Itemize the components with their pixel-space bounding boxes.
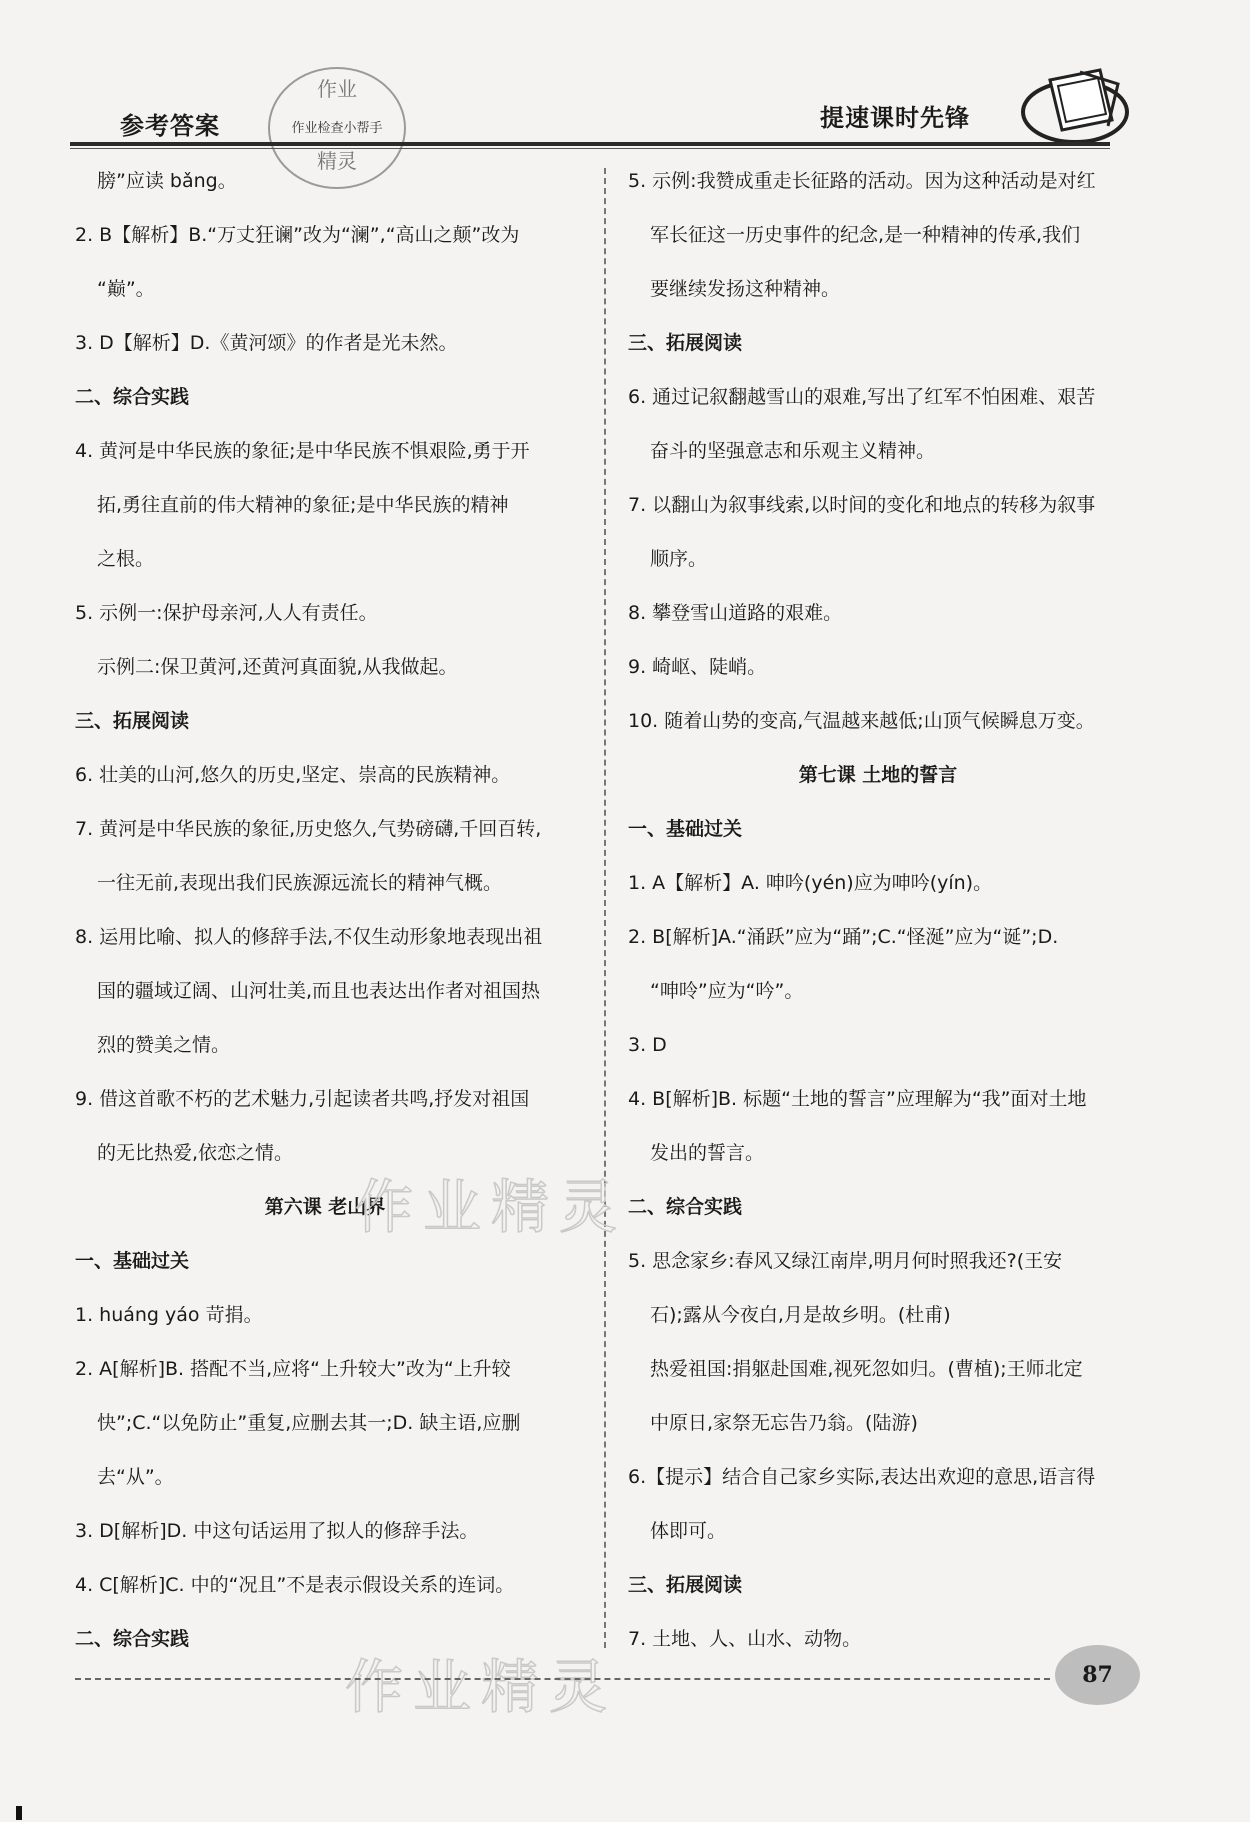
- answer-line: 快”;C.“以免防止”重复,应删去其一;D. 缺主语,应删: [97, 1412, 521, 1434]
- section-heading: 三、拓展阅读: [628, 332, 743, 354]
- footer-rule: [75, 1678, 1050, 1680]
- right-column: [628, 168, 1128, 1680]
- page-number: 87: [1055, 1645, 1140, 1705]
- stamp-top-text: 作业: [317, 77, 357, 101]
- section-heading: 二、综合实践: [75, 386, 190, 408]
- column-divider: [604, 168, 606, 1648]
- answer-line: 2. A[解析]B. 搭配不当,应将“上升较大”改为“上升较: [75, 1358, 511, 1380]
- answer-line: 5. 示例:我赞成重走长征路的活动。因为这种活动是对红: [628, 170, 1096, 192]
- stamp-middle-text: 作业检查小帮手: [291, 121, 383, 136]
- answer-line: 4. B[解析]B. 标题“土地的誓言”应理解为“我”面对土地: [628, 1088, 1087, 1110]
- answer-line: 5. 思念家乡:春风又绿江南岸,明月何时照我还?(王安: [628, 1250, 1063, 1272]
- answer-line: 9. 借这首歌不朽的艺术魅力,引起读者共鸣,抒发对祖国: [75, 1088, 530, 1110]
- answer-line: 9. 崎岖、陡峭。: [628, 656, 767, 678]
- answer-line: 1. A【解析】A. 呻吟(yén)应为呻吟(yín)。: [628, 872, 993, 894]
- answer-line: 顺序。: [650, 548, 708, 570]
- answer-line: 国的疆域辽阔、山河壮美,而且也表达出作者对祖国热: [97, 980, 541, 1002]
- answer-line: 6.【提示】结合自己家乡实际,表达出欢迎的意思,语言得: [628, 1466, 1096, 1488]
- answer-line: 军长征这一历史事件的纪念,是一种精神的传承,我们: [650, 224, 1081, 246]
- answer-line: 4. 黄河是中华民族的象征;是中华民族不惧艰险,勇于开: [75, 440, 530, 462]
- answer-line: 烈的赞美之情。: [97, 1034, 231, 1056]
- answer-line: 3. D[解析]D. 中这句话运用了拟人的修辞手法。: [75, 1520, 479, 1542]
- answer-line: 一往无前,表现出我们民族源远流长的精神气概。: [97, 872, 503, 894]
- answer-line: 发出的誓言。: [650, 1142, 765, 1164]
- answer-line: 7. 以翻山为叙事线索,以时间的变化和地点的转移为叙事: [628, 494, 1096, 516]
- folder-logo-icon: [1020, 60, 1130, 150]
- answer-line: 之根。: [97, 548, 155, 570]
- section-heading: 三、拓展阅读: [628, 1574, 743, 1596]
- header-rule: [70, 142, 1110, 146]
- answer-line: “呻呤”应为“吟”。: [650, 980, 804, 1002]
- answer-line: 5. 示例一:保护母亲河,人人有责任。: [75, 602, 378, 624]
- lesson-title: 第七课 土地的誓言: [798, 764, 958, 786]
- answer-line: 的无比热爱,依恋之情。: [97, 1142, 294, 1164]
- answer-line: 2. B【解析】B.“万丈狂谰”改为“澜”,“高山之颠”改为: [75, 224, 520, 246]
- answer-line: 拓,勇往直前的伟大精神的象征;是中华民族的精神: [97, 494, 509, 516]
- section-heading: 二、综合实践: [628, 1196, 743, 1218]
- answer-line: 热爱祖国:捐躯赴国难,视死忽如归。(曹植);王师北定: [650, 1358, 1083, 1380]
- header-rule-thin: [70, 148, 1110, 149]
- answer-line: 体即可。: [650, 1520, 727, 1542]
- answer-line: 7. 土地、人、山水、动物。: [628, 1628, 862, 1650]
- answer-line: 去“从”。: [97, 1466, 174, 1488]
- answer-line: 膀”应读 bǎng。: [97, 170, 237, 192]
- answer-line: 4. C[解析]C. 中的“况且”不是表示假设关系的连词。: [75, 1574, 515, 1596]
- header-title: 参考答案: [120, 112, 220, 140]
- section-heading: 一、基础过关: [628, 818, 743, 840]
- answer-line: 中原日,家祭无忘告乃翁。(陆游): [650, 1412, 918, 1434]
- answer-line: 3. D【解析】D.《黄河颂》的作者是光未然。: [75, 332, 458, 354]
- watermark-text: 作业精灵: [355, 1173, 628, 1241]
- left-column: [75, 168, 575, 1680]
- lesson-title: 第六课 老山界: [264, 1196, 386, 1218]
- answer-line: 奋斗的坚强意志和乐观主义精神。: [650, 440, 936, 462]
- section-heading: 二、综合实践: [75, 1628, 190, 1650]
- answer-line: “巅”。: [97, 278, 155, 300]
- answer-line: 1. huáng yáo 苛捐。: [75, 1304, 263, 1326]
- answer-line: 2. B[解析]A.“涌跃”应为“踊”;C.“怪涎”应为“诞”;D.: [628, 926, 1059, 948]
- answer-line: 8. 攀登雪山道路的艰难。: [628, 602, 843, 624]
- answer-line: 6. 壮美的山河,悠久的历史,坚定、崇高的民族精神。: [75, 764, 511, 786]
- answer-line: 3. D: [628, 1034, 667, 1056]
- stamp-bottom-text: 精灵: [317, 149, 357, 173]
- section-heading: 三、拓展阅读: [75, 710, 190, 732]
- answer-line: 6. 通过记叙翻越雪山的艰难,写出了红军不怕困难、艰苦: [628, 386, 1096, 408]
- section-heading: 一、基础过关: [75, 1250, 190, 1272]
- answer-line: 8. 运用比喻、拟人的修辞手法,不仅生动形象地表现出祖: [75, 926, 543, 948]
- answer-line: 石);露从今夜白,月是故乡明。(杜甫): [650, 1304, 951, 1326]
- watermark-text: 作业精灵: [345, 1653, 618, 1721]
- answer-line: 要继续发扬这种精神。: [650, 278, 841, 300]
- answer-line: 示例二:保卫黄河,还黄河真面貌,从我做起。: [97, 656, 458, 678]
- answer-line: 7. 黄河是中华民族的象征,历史悠久,气势磅礴,千回百转,: [75, 818, 542, 840]
- corner-mark: [16, 1806, 22, 1820]
- answer-line: 10. 随着山势的变高,气温越来越低;山顶气候瞬息万变。: [628, 710, 1095, 732]
- series-title: 提速课时先锋: [820, 104, 970, 132]
